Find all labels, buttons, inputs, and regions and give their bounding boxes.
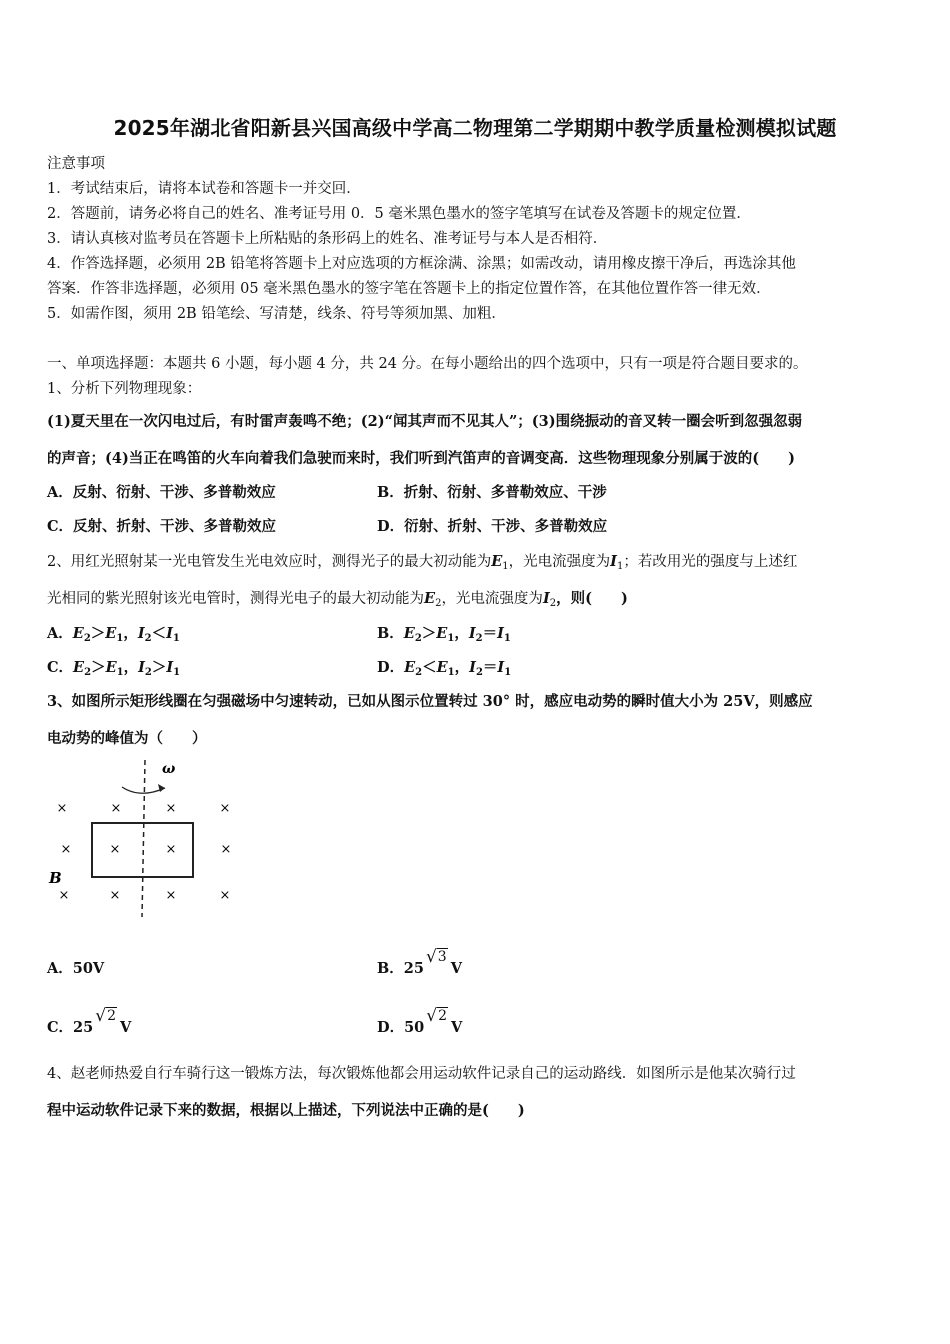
- field-cross-icon: ×: [165, 842, 177, 857]
- note-item: 答案．作答非选择题，必须用 05 毫米黑色墨水的签字笔在答题卡上的指定位置作答，在其他位置作答一律无效．: [47, 281, 771, 297]
- page-title: 2025年湖北省阳新县兴国高级中学高二物理第二学期期中教学质量检测模拟试题: [113, 116, 837, 140]
- question-2-line-1: 2、用红光照射某一光电管发生光电效应时，测得光子的最大初动能为$E_1$，光电流强度为$I_1$；若改用光的强度与上述红: [47, 553, 798, 572]
- field-cross-icon: ×: [60, 842, 72, 857]
- note-item: 4．作答选择题，必须用 2B 铅笔将答题卡上对应选项的方框涂满、涂黑；如需改动，请用橡皮擦干净后，再选涂其他: [47, 256, 796, 272]
- note-item: 1．考试结束后，请将本试卷和答题卡一并交回．: [47, 181, 361, 197]
- option-1d: D．衍射、折射、干涉、多普勒效应: [377, 518, 608, 535]
- question-1-text: (1)夏天里在一次闪电过后，有时雷声轰鸣不绝；(2)“闻其声而不见其人”；(3)围绕振动的音叉转一圈会听到忽强忽弱: [47, 413, 803, 430]
- option-3b: B．25√3V: [377, 947, 462, 977]
- notes-heading: 注意事项: [47, 156, 105, 172]
- field-cross-icon: ×: [58, 888, 70, 903]
- magnetic-field-label: B: [49, 869, 62, 887]
- field-cross-icon: ×: [109, 888, 121, 903]
- field-cross-icon: ×: [109, 842, 121, 857]
- option-2c: C．$E_2>E_1$，$I_2>I_1$: [47, 659, 181, 678]
- field-cross-icon: ×: [110, 801, 122, 816]
- field-cross-icon: ×: [219, 801, 231, 816]
- section-heading: 一、单项选择题：本题共 6 小题，每小题 4 分，共 24 分。在每小题给出的四个选项中，只有一项是符合题目要求的。: [47, 356, 808, 372]
- option-2a: A．$E_2>E_1$，$I_2<I_1$: [47, 625, 180, 644]
- field-cross-icon: ×: [219, 888, 231, 903]
- option-3a: A．50V: [47, 960, 105, 977]
- option-1a: A．反射、衍射、干涉、多普勒效应: [47, 484, 276, 501]
- option-3c: C．25√2V: [47, 1006, 132, 1036]
- option-3d: D．50√2V: [377, 1006, 463, 1036]
- question-1-text: 的声音；(4)当正在鸣笛的火车向着我们急驶而来时，我们听到汽笛声的音调变高．这些物理现象分别属于波的( ): [47, 450, 796, 467]
- rotation-arrow-icon: [122, 787, 165, 793]
- field-cross-icon: ×: [56, 801, 68, 816]
- field-cross-icon: ×: [165, 888, 177, 903]
- note-item: 2．答题前，请务必将自己的姓名、准考证号用 0．5 毫米黑色墨水的签字笔填写在试卷及答题卡的规定位置．: [47, 206, 751, 222]
- question-4-text: 程中运动软件记录下来的数据，根据以上描述，下列说法中正确的是( ): [47, 1102, 525, 1119]
- option-2d: D．$E_2<E_1$，$I_2=I_1$: [377, 659, 512, 678]
- question-3-text: 3、如图所示矩形线圈在匀强磁场中匀速转动，已如从图示位置转过 30° 时，感应电动势的瞬时值大小为 25V，则感应: [47, 693, 813, 710]
- omega-label: ω: [162, 761, 176, 777]
- coil-in-magnetic-field-figure: [40, 755, 255, 925]
- note-item: 3．请认真核对监考员在答题卡上所粘贴的条形码上的姓名、准考证号与本人是否相符．: [47, 231, 608, 247]
- option-1b: B．折射、衍射、多普勒效应、干涉: [377, 484, 607, 501]
- option-2b: B．$E_2>E_1$，$I_2=I_1$: [377, 625, 511, 644]
- rotation-axis: [142, 760, 145, 917]
- question-1-stem: 1、分析下列物理现象：: [47, 381, 202, 397]
- question-2-line-2: 光相同的紫光照射该光电管时，测得光电子的最大初动能为$E_2$，光电流强度为$I_2$，则( ): [47, 590, 628, 609]
- field-cross-icon: ×: [220, 842, 232, 857]
- field-cross-icon: ×: [165, 801, 177, 816]
- note-item: 5．如需作图，须用 2B 铅笔绘、写清楚，线条、符号等须加黑、加粗．: [47, 306, 506, 322]
- question-3-text: 电动势的峰值为（ ）: [47, 730, 207, 747]
- option-1c: C．反射、折射、干涉、多普勒效应: [47, 518, 277, 535]
- question-4-text: 4、赵老师热爱自行车骑行这一锻炼方法，每次锻炼他都会用运动软件记录自己的运动路线．如图所示是他某次骑行过: [47, 1066, 796, 1082]
